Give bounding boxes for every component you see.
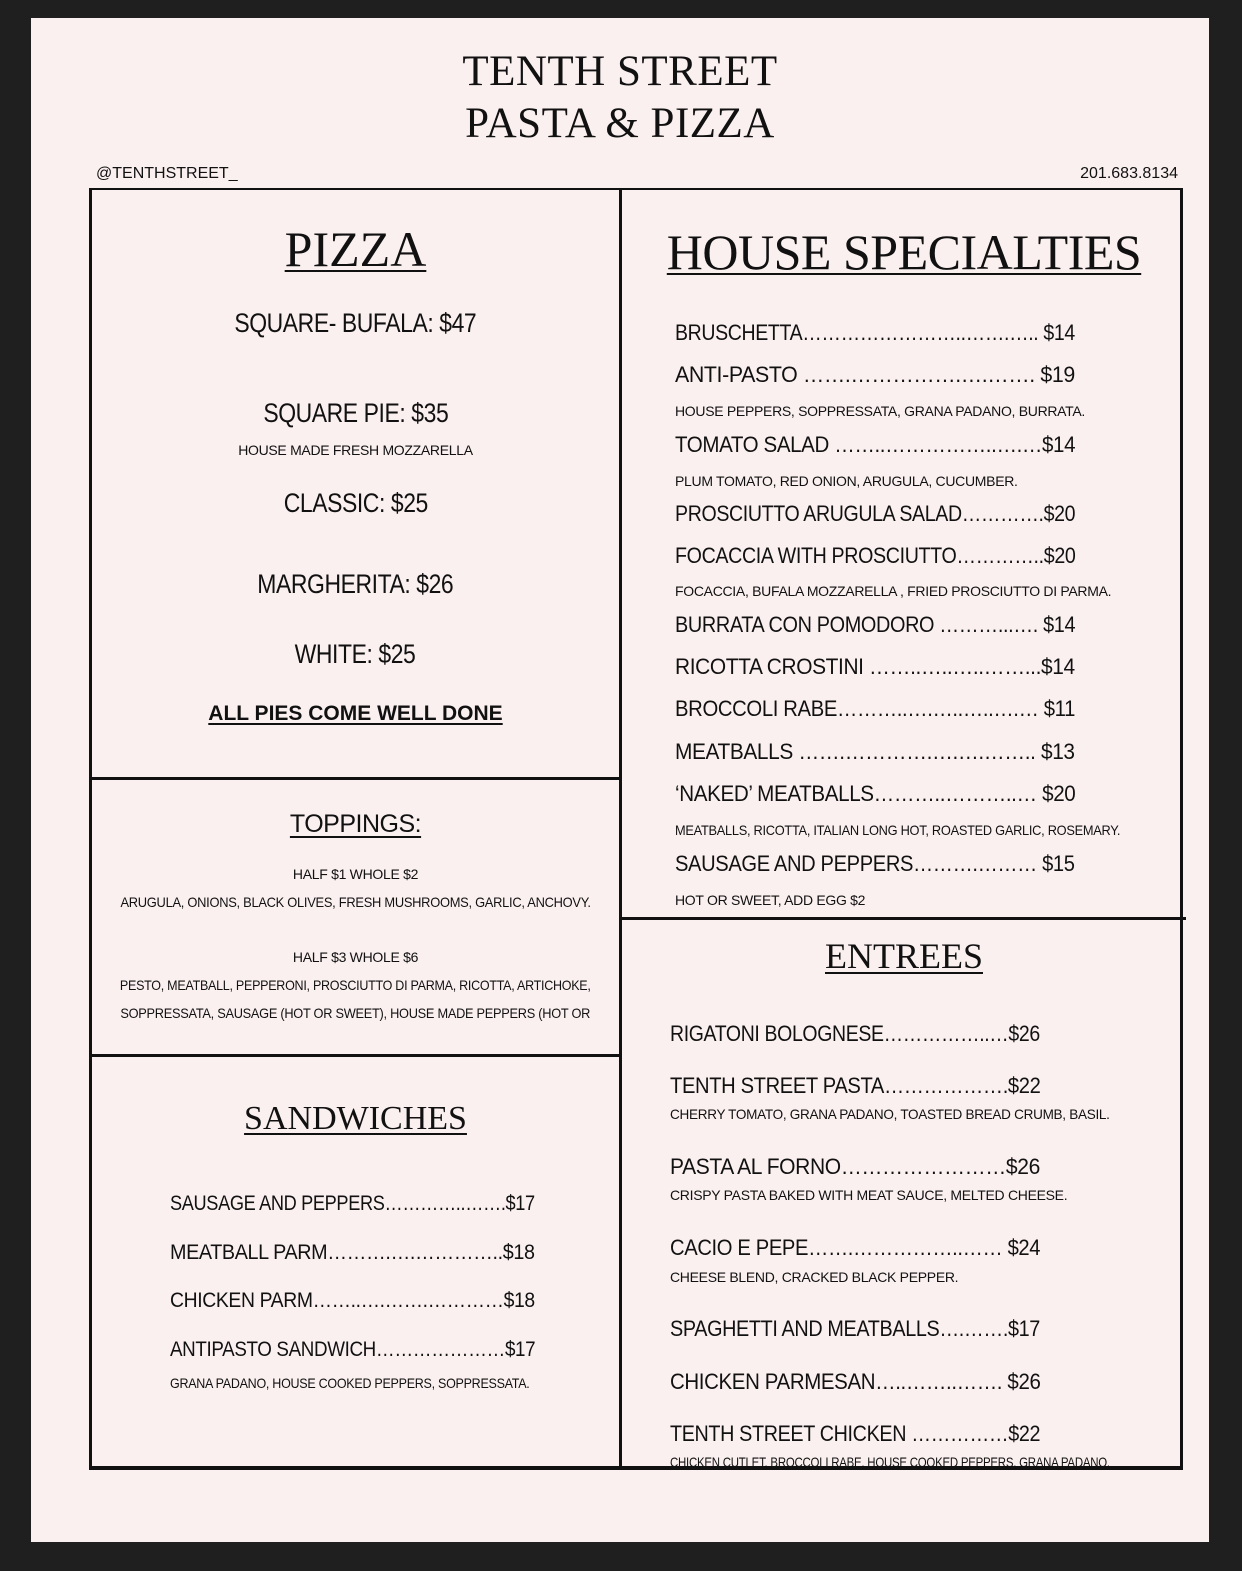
specialty-item: ‘NAKED’ MEATBALLS………..………..… $20 — [675, 781, 1076, 806]
toppings-tier2-items: SOPPRESSATA, SAUSAGE (HOT OR SWEET), HOUSE MADE PEPPERS (HOT OR — [120, 1005, 591, 1021]
specialty-item: MEATBALLS …….………….….….…….. $13 — [675, 739, 1075, 764]
specialty-item-note: FOCACCIA, BUFALA MOZZARELLA , FRIED PROSCIUTTO DI PARMA. — [675, 583, 1112, 599]
menu-page — [31, 18, 1209, 1542]
toppings-heading: TOPPINGS: — [289, 810, 422, 838]
specialty-item: TOMATO SALAD ……..……………..….…$14 — [675, 432, 1076, 457]
entree-item-note: CHEESE BLEND, CRACKED BLACK PEPPER. — [670, 1269, 959, 1285]
sandwich-item: ANTIPASTO SANDWICH…………………$17 — [170, 1338, 536, 1361]
entree-item: TENTH STREET CHICKEN ……………$22 — [670, 1421, 1041, 1446]
title-line-2: PASTA & PIZZA — [465, 100, 775, 147]
specialty-item: SAUSAGE AND PEPPERS……….……… $15 — [675, 851, 1075, 876]
toppings-tier1-price: HALF $1 WHOLE $2 — [292, 866, 419, 882]
divider-toppings-sandwiches — [92, 1054, 619, 1057]
column-divider — [619, 188, 622, 1470]
toppings-tier1-items: ARUGULA, ONIONS, BLACK OLIVES, FRESH MUSHROOMS, GARLIC, ANCHOVY. — [120, 894, 591, 910]
sandwich-item: SAUSAGE AND PEPPERS…………..…….$17 — [170, 1192, 535, 1215]
entree-item: CHICKEN PARMESAN…..……..……. $26 — [670, 1369, 1041, 1394]
specialty-item-note: HOT OR SWEET, ADD EGG $2 — [675, 892, 866, 908]
specialty-item: BURRATA CON POMODORO ………...…. $14 — [675, 612, 1076, 637]
entree-item: SPAGHETTI AND MEATBALLS….…….$17 — [670, 1316, 1040, 1341]
restaurant-title — [31, 46, 1209, 150]
pizza-item: SQUARE- BUFALA: $47 — [234, 308, 477, 338]
specialties-heading: HOUSE SPECIALTIES — [666, 224, 1142, 280]
sandwich-item: CHICKEN PARM……..….…….…………$18 — [170, 1289, 535, 1312]
pizza-item-note: HOUSE MADE FRESH MOZZARELLA — [238, 442, 473, 458]
social-handle: @TENTHSTREET_ — [96, 165, 238, 182]
entree-item: CACIO E PEPE…….……………..…… $24 — [670, 1235, 1041, 1260]
entree-item: RIGATONI BOLOGNESE……………..…$26 — [670, 1021, 1040, 1046]
specialty-item-note: MEATBALLS, RICOTTA, ITALIAN LONG HOT, ROASTED GARLIC, ROSEMARY. — [675, 822, 1121, 838]
pizza-heading: PIZZA — [284, 221, 427, 277]
menu-frame — [89, 188, 1183, 1470]
specialty-item: BRUSCHETTA……………………..…….….. $14 — [675, 320, 1075, 345]
specialty-item-note: HOUSE PEPPERS, SOPPRESSATA, GRANA PADANO, BURRATA. — [675, 403, 1086, 419]
specialty-item: BROCCOLI RABE………..….…..…..….… $11 — [675, 696, 1075, 721]
toppings-tier2-price: HALF $3 WHOLE $6 — [292, 949, 419, 965]
entree-item-note: CHERRY TOMATO, GRANA PADANO, TOASTED BREAD CRUMB, BASIL. — [670, 1106, 1110, 1122]
specialty-item: PROSCIUTTO ARUGULA SALAD………….$20 — [675, 501, 1076, 526]
divider-specialties-entrees — [622, 917, 1186, 920]
entree-item: PASTA AL FORNO……………………$26 — [670, 1154, 1040, 1179]
pizza-item: CLASSIC: $25 — [283, 488, 428, 518]
pizza-item: WHITE: $25 — [295, 639, 416, 669]
sandwich-item-note: GRANA PADANO, HOUSE COOKED PEPPERS, SOPPRESSATA. — [170, 1375, 530, 1391]
sandwiches-heading: SANDWICHES — [244, 1100, 467, 1137]
divider-pizza-toppings — [92, 777, 619, 780]
phone-number: 201.683.8134 — [1080, 165, 1178, 182]
specialty-item-note: PLUM TOMATO, RED ONION, ARUGULA, CUCUMBER. — [675, 473, 1018, 489]
title-line-1: TENTH STREET — [462, 48, 778, 95]
pizza-item: SQUARE PIE: $35 — [263, 398, 448, 428]
pizza-item: MARGHERITA: $26 — [257, 569, 454, 599]
sandwich-item: MEATBALL PARM……….….…………..$18 — [170, 1241, 535, 1264]
entree-item-note: CRISPY PASTA BAKED WITH MEAT SAUCE, MELTED CHEESE. — [670, 1187, 1068, 1203]
specialty-item: ANTI-PASTO …….…………….….……. $19 — [675, 362, 1075, 387]
specialty-item: FOCACCIA WITH PROSCIUTTO…………..$20 — [675, 543, 1076, 568]
toppings-tier2-items: PESTO, MEATBALL, PEPPERONI, PROSCIUTTO DI PARMA, RICOTTA, ARTICHOKE, — [120, 977, 591, 993]
entree-item: TENTH STREET PASTA……………….$22 — [670, 1073, 1041, 1098]
entree-item-note: CHICKEN CUTLET. BROCCOLI RABE, HOUSE COOKED PEPPERS, GRANA PADANO. — [670, 1454, 1110, 1470]
specialty-item: RICOTTA CROSTINI ……..…..…..……...$14 — [675, 654, 1075, 679]
entrees-heading: ENTREES — [825, 936, 983, 976]
well-done-note: ALL PIES COME WELL DONE — [208, 702, 503, 725]
